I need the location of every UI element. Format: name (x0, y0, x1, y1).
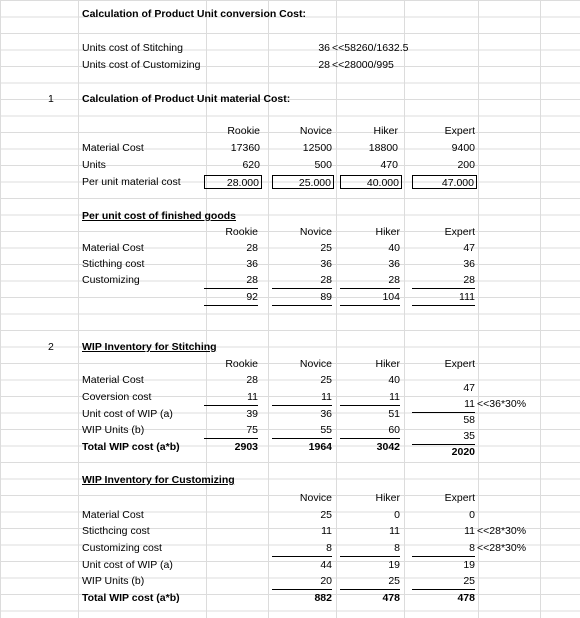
finished-cell[interactable]: 25 (320, 242, 332, 254)
wip-customizing-cell[interactable]: 25 (320, 509, 332, 521)
finished-row-label[interactable]: Customizing (82, 274, 140, 286)
wip-customizing-total[interactable]: 478 (457, 592, 475, 604)
wip-stitching-row-label[interactable]: Total WIP cost (a*b) (82, 441, 180, 453)
material-header[interactable]: Novice (299, 125, 332, 137)
material-cell-boxed[interactable]: 25.000 (272, 175, 334, 189)
wip-stitching-total[interactable]: 3042 (376, 441, 400, 453)
wip-customizing-header[interactable]: Expert (444, 492, 475, 504)
wip-customizing-row-label[interactable]: Unit cost of WIP (a) (82, 559, 173, 571)
wip-stitching-header[interactable]: Rookie (225, 358, 258, 370)
material-header[interactable]: Hiker (373, 125, 398, 137)
wip-stitching-cell[interactable]: 75 (204, 422, 258, 439)
wip-customizing-cell[interactable]: 8 (340, 540, 400, 557)
finished-cell[interactable]: 47 (463, 242, 475, 254)
wip-stitching-cell[interactable]: 60 (340, 422, 400, 439)
wip-stitching-row-label[interactable]: Coversion cost (82, 391, 152, 403)
wip-stitching-cell[interactable]: 47 (463, 382, 475, 394)
wip-customizing-cell[interactable]: 0 (469, 509, 475, 521)
finished-title[interactable]: Per unit cost of finished goods (82, 210, 237, 222)
finished-cell[interactable]: 40 (388, 242, 400, 254)
wip-stitching-cell[interactable]: 58 (463, 414, 475, 426)
wip-stitching-header[interactable]: Hiker (375, 358, 400, 370)
material-cell-boxed[interactable]: 47.000 (412, 175, 477, 189)
wip-customizing-total[interactable]: 882 (314, 592, 332, 604)
finished-header[interactable]: Expert (444, 226, 475, 238)
wip-customizing-cell[interactable]: 19 (388, 559, 400, 571)
finished-cell[interactable]: 36 (320, 258, 332, 270)
section-number[interactable]: 2 (48, 341, 54, 353)
conversion-row-label[interactable]: Units cost of Stitching (82, 42, 183, 54)
conversion-title[interactable]: Calculation of Product Unit conversion Cost: (82, 8, 307, 20)
wip-customizing-row-label[interactable]: Material Cost (82, 509, 144, 521)
material-cell[interactable]: 12500 (302, 142, 332, 154)
material-cell[interactable]: 17360 (230, 142, 260, 154)
finished-cell[interactable]: 28 (272, 272, 332, 289)
wip-stitching-cell[interactable]: 39 (246, 408, 258, 420)
wip-stitching-cell[interactable]: 11 (272, 389, 332, 406)
wip-stitching-cell[interactable]: 35 (412, 428, 475, 445)
wip-customizing-cell[interactable]: 0 (394, 509, 400, 521)
wip-customizing-note[interactable]: <<28*30% (477, 542, 527, 554)
material-header[interactable]: Expert (444, 125, 475, 137)
material-header[interactable]: Rookie (227, 125, 260, 137)
finished-total-cell[interactable]: 111 (412, 289, 475, 306)
material-cell[interactable]: 470 (380, 159, 398, 171)
material-row-label[interactable]: Per unit material cost (82, 176, 181, 188)
wip-stitching-row-label[interactable]: Unit cost of WIP (a) (82, 408, 173, 420)
conversion-row-note[interactable]: <<28000/995 (332, 59, 394, 71)
material-cell[interactable]: 500 (314, 159, 332, 171)
wip-stitching-total[interactable]: 2020 (451, 446, 475, 458)
wip-stitching-cell[interactable]: 25 (320, 374, 332, 386)
finished-row-label[interactable]: Sticthing cost (82, 258, 145, 270)
wip-stitching-header[interactable]: Expert (444, 358, 475, 370)
section-number[interactable]: 1 (48, 93, 54, 105)
wip-stitching-cell[interactable]: 40 (388, 374, 400, 386)
wip-customizing-cell[interactable]: 25 (340, 573, 400, 590)
wip-stitching-header[interactable]: Novice (299, 358, 332, 370)
wip-stitching-total[interactable]: 1964 (308, 441, 332, 453)
wip-customizing-cell[interactable]: 11 (321, 525, 332, 537)
conversion-row-value[interactable]: 36 (318, 42, 330, 54)
wip-stitching-row-label[interactable]: WIP Units (b) (82, 424, 145, 436)
wip-customizing-cell[interactable]: 11 (464, 525, 475, 537)
wip-customizing-cell[interactable]: 20 (272, 573, 332, 590)
material-cell-boxed[interactable]: 40.000 (340, 175, 402, 189)
wip-stitching-cell[interactable]: 11 (412, 396, 475, 413)
finished-total-cell[interactable]: 92 (204, 289, 258, 306)
wip-stitching-cell[interactable]: 11 (340, 389, 400, 406)
finished-header[interactable]: Hiker (375, 226, 400, 238)
wip-customizing-note[interactable]: <<28*30% (477, 525, 527, 537)
finished-cell[interactable]: 28 (204, 272, 258, 289)
wip-customizing-title[interactable]: WIP Inventory for Customizing (82, 474, 235, 486)
material-cell[interactable]: 200 (457, 159, 475, 171)
wip-customizing-cell[interactable]: 11 (389, 525, 400, 537)
wip-customizing-total[interactable]: 478 (382, 592, 400, 604)
material-cell[interactable]: 620 (242, 159, 260, 171)
wip-customizing-row-label[interactable]: WIP Units (b) (82, 575, 145, 587)
wip-stitching-row-label[interactable]: Material Cost (82, 374, 144, 386)
wip-customizing-cell[interactable]: 19 (463, 559, 475, 571)
wip-customizing-header[interactable]: Novice (299, 492, 332, 504)
finished-total-cell[interactable]: 104 (340, 289, 400, 306)
finished-cell[interactable]: 28 (246, 242, 258, 254)
wip-customizing-cell[interactable]: 44 (320, 559, 332, 571)
material-row-label[interactable]: Units (82, 159, 106, 171)
wip-stitching-cell[interactable]: 11 (204, 389, 258, 406)
wip-customizing-row-label[interactable]: Customizing cost (82, 542, 162, 554)
wip-customizing-header[interactable]: Hiker (375, 492, 400, 504)
material-cell-boxed[interactable]: 28.000 (204, 175, 262, 189)
wip-stitching-note[interactable]: <<36*30% (477, 398, 527, 410)
wip-stitching-cell[interactable]: 36 (320, 408, 332, 420)
material-row-label[interactable]: Material Cost (82, 142, 144, 154)
material-title[interactable]: Calculation of Product Unit material Cost: (82, 93, 291, 105)
finished-cell[interactable]: 36 (463, 258, 475, 270)
wip-customizing-row-label[interactable]: Total WIP cost (a*b) (82, 592, 180, 604)
finished-row-label[interactable]: Material Cost (82, 242, 144, 254)
finished-cell[interactable]: 36 (388, 258, 400, 270)
wip-customizing-cell[interactable]: 25 (412, 573, 475, 590)
conversion-row-note[interactable]: <<58260/1632.5 (332, 42, 409, 54)
wip-customizing-cell[interactable]: 8 (272, 540, 332, 557)
wip-customizing-row-label[interactable]: Sticthcing cost (82, 525, 150, 537)
finished-total-cell[interactable]: 89 (272, 289, 332, 306)
wip-stitching-cell[interactable]: 51 (388, 408, 400, 420)
conversion-row-label[interactable]: Units cost of Customizing (82, 59, 201, 71)
finished-header[interactable]: Novice (299, 226, 332, 238)
material-cell[interactable]: 18800 (368, 142, 398, 154)
material-cell[interactable]: 9400 (451, 142, 475, 154)
finished-cell[interactable]: 36 (246, 258, 258, 270)
finished-header[interactable]: Rookie (225, 226, 258, 238)
wip-stitching-cell[interactable]: 55 (272, 422, 332, 439)
conversion-row-value[interactable]: 28 (318, 59, 330, 71)
wip-stitching-title[interactable]: WIP Inventory for Stitching (82, 341, 217, 353)
wip-customizing-cell[interactable]: 8 (412, 540, 475, 557)
wip-stitching-cell[interactable]: 28 (246, 374, 258, 386)
finished-cell[interactable]: 28 (340, 272, 400, 289)
wip-stitching-total[interactable]: 2903 (234, 441, 258, 453)
finished-cell[interactable]: 28 (412, 272, 475, 289)
